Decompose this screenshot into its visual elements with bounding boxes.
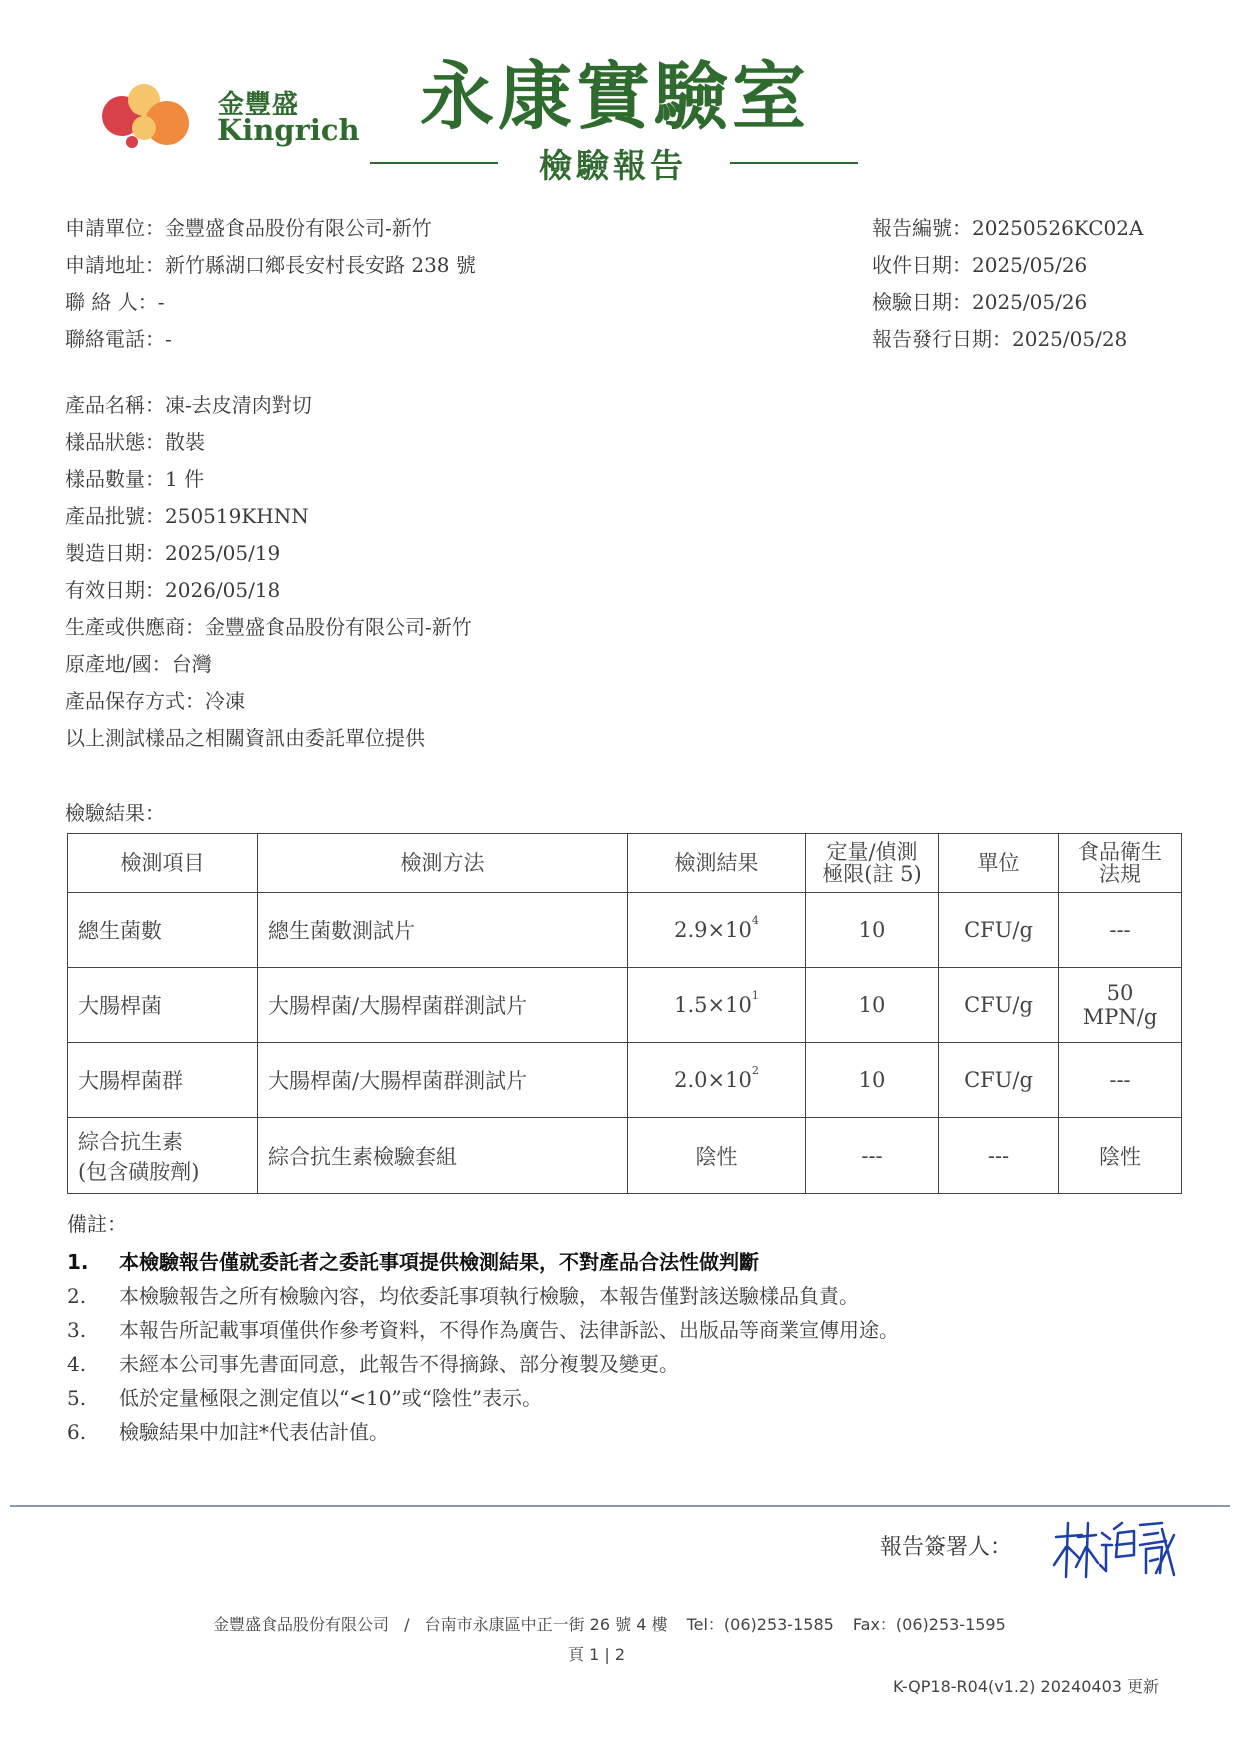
applicant-phone-value: -	[165, 327, 172, 351]
signer-label: 報告簽署人：	[880, 1535, 1013, 1560]
note-text: 本檢驗報告之所有檢驗內容，均依委託事項執行檢驗，本報告僅對該送驗樣品負責。	[119, 1284, 859, 1308]
row-result: 陰性	[628, 1118, 806, 1194]
row-item: 總生菌數	[68, 893, 258, 968]
results-table	[67, 833, 1182, 1194]
kingrich-logo-icon	[92, 78, 202, 158]
test-date-value: 2025/05/26	[972, 290, 1088, 314]
row-result-exponent: 4	[751, 914, 759, 927]
issue-date	[872, 323, 1127, 352]
note-number: 2.	[67, 1284, 87, 1308]
note-number: 4.	[67, 1352, 87, 1376]
origin-value: 台灣	[171, 652, 212, 676]
note-number: 3.	[67, 1318, 87, 1342]
note-text: 檢驗結果中加註*代表估計值。	[119, 1420, 389, 1444]
document-code: K-QP18-R04(v1.2) 20240403 更新	[893, 1677, 1160, 1696]
row-regulation: 陰性	[1059, 1118, 1182, 1194]
applicant-contact	[65, 286, 164, 315]
report-title: 檢驗報告	[539, 146, 687, 185]
header-result: 檢測結果	[628, 834, 806, 893]
table-row	[68, 1043, 1182, 1118]
header-unit: 單位	[939, 834, 1059, 893]
notes-title: 備註：	[67, 1212, 127, 1236]
header-regulation-line1: 食品衛生	[1078, 839, 1162, 864]
header-regulation	[1059, 834, 1182, 893]
note-item	[67, 1246, 759, 1275]
footer-address: 台南市永康區中正一街 26 號 4 樓	[424, 1615, 668, 1634]
applicant-address-label: 申請地址：	[65, 253, 165, 277]
manufacture-date-value: 2025/05/19	[165, 541, 281, 565]
expiry-date-label: 有效日期：	[65, 578, 165, 602]
note-item	[67, 1314, 899, 1343]
row-result	[628, 968, 806, 1043]
header-limit	[806, 834, 939, 893]
applicant-contact-label: 聯 絡 人：	[65, 290, 158, 314]
applicant-unit-label: 申請單位：	[65, 216, 165, 240]
note-item	[67, 1280, 859, 1309]
row-limit: ---	[806, 1118, 939, 1194]
applicant-unit	[65, 212, 432, 241]
note-item	[67, 1382, 542, 1411]
sample-quantity	[65, 463, 204, 492]
row-regulation: ---	[1059, 893, 1182, 968]
batch-number-label: 產品批號：	[65, 504, 165, 528]
received-date-label: 收件日期：	[872, 253, 972, 277]
sample-quantity-value: 1 件	[165, 467, 205, 491]
row-method: 大腸桿菌/大腸桿菌群測試片	[258, 968, 628, 1043]
brand-chinese-name: 金豐盛	[218, 90, 300, 120]
note-text: 本報告所記載事項僅供作參考資料，不得作為廣告、法律訴訟、出版品等商業宣傳用途。	[119, 1318, 899, 1342]
header-item: 檢測項目	[68, 834, 258, 893]
storage-method-label: 產品保存方式：	[65, 689, 205, 713]
row-unit: CFU/g	[939, 893, 1059, 968]
footer-contact	[213, 1612, 1006, 1635]
footer-divider	[10, 1505, 1230, 1507]
row-unit: CFU/g	[939, 968, 1059, 1043]
issue-date-value: 2025/05/28	[1012, 327, 1128, 351]
row-regulation: ---	[1059, 1043, 1182, 1118]
supplier-value: 金豐盛食品股份有限公司-新竹	[205, 615, 472, 639]
row-result-base: 2.9×10	[674, 918, 752, 942]
row-method: 綜合抗生素檢驗套組	[258, 1118, 628, 1194]
table-header-row	[68, 834, 1182, 893]
applicant-phone-label: 聯絡電話：	[65, 327, 165, 351]
product-name-value: 凍-去皮清肉對切	[165, 393, 312, 417]
note-text: 低於定量極限之測定值以“<10”或“陰性”表示。	[119, 1386, 543, 1410]
note-text: 本檢驗報告僅就委託者之委託事項提供檢測結果，不對產品合法性做判斷	[119, 1250, 759, 1274]
row-item: 大腸桿菌群	[68, 1043, 258, 1118]
manufacture-date	[65, 537, 280, 566]
applicant-address	[65, 249, 476, 278]
row-unit: CFU/g	[939, 1043, 1059, 1118]
row-item: 大腸桿菌	[68, 968, 258, 1043]
sample-state	[65, 426, 205, 455]
report-number-label: 報告編號：	[872, 216, 972, 240]
sample-quantity-label: 樣品數量：	[65, 467, 165, 491]
issue-date-label: 報告發行日期：	[872, 327, 1012, 351]
row-method: 總生菌數測試片	[258, 893, 628, 968]
test-date-label: 檢驗日期：	[872, 290, 972, 314]
batch-number	[65, 500, 309, 529]
storage-method	[65, 685, 245, 714]
note-item	[67, 1416, 389, 1445]
note-number: 6.	[67, 1420, 87, 1444]
table-row	[68, 1118, 1182, 1194]
results-title: 檢驗結果：	[65, 801, 165, 825]
sample-state-label: 樣品狀態：	[65, 430, 165, 454]
report-number	[872, 212, 1143, 241]
test-date	[872, 286, 1087, 315]
row-result-exponent: 1	[751, 989, 759, 1002]
sample-state-value: 散裝	[165, 430, 205, 454]
received-date-value: 2025/05/26	[972, 253, 1088, 277]
row-item-line2: (包含磺胺劑)	[78, 1159, 200, 1184]
row-unit: ---	[939, 1118, 1059, 1194]
row-regulation: 50 MPN/g	[1059, 968, 1182, 1043]
supplier	[65, 611, 472, 640]
expiry-date-value: 2026/05/18	[165, 578, 281, 602]
applicant-unit-value: 金豐盛食品股份有限公司-新竹	[165, 216, 432, 240]
received-date	[872, 249, 1087, 278]
note-number: 5.	[67, 1386, 87, 1410]
product-name-label: 產品名稱：	[65, 393, 165, 417]
manufacture-date-label: 製造日期：	[65, 541, 165, 565]
note-number: 1.	[67, 1250, 89, 1274]
applicant-contact-value: -	[157, 290, 165, 314]
report-number-value: 20250526KC02A	[972, 216, 1144, 240]
header-limit-line2: 極限(註 5)	[822, 862, 922, 886]
header-regulation-line2: 法規	[1099, 862, 1141, 886]
lab-title: 永康實驗室	[420, 54, 810, 140]
supplier-label: 生產或供應商：	[65, 615, 205, 639]
row-method: 大腸桿菌/大腸桿菌群測試片	[258, 1043, 628, 1118]
row-result	[628, 893, 806, 968]
expiry-date	[65, 574, 280, 603]
applicant-phone	[65, 323, 172, 352]
brand-english-name: Kingrich	[217, 113, 360, 147]
row-limit: 10	[806, 1043, 939, 1118]
storage-method-value: 冷凍	[205, 689, 245, 713]
row-result-base: 2.0×10	[674, 1068, 752, 1092]
footer-separator: /	[404, 1615, 410, 1634]
product-info-note: 以上測試樣品之相關資訊由委託單位提供	[65, 726, 425, 750]
row-result-exponent: 2	[751, 1064, 759, 1077]
applicant-address-value: 新竹縣湖口鄉長安村長安路 238 號	[165, 253, 476, 277]
page-number: 頁 1 | 2	[568, 1645, 626, 1664]
handwritten-signature	[1050, 1515, 1180, 1585]
footer-company: 金豐盛食品股份有限公司	[213, 1615, 390, 1634]
note-item	[67, 1348, 679, 1377]
row-result-base: 1.5×10	[674, 993, 752, 1017]
footer-fax: Fax：(06)253-1595	[852, 1615, 1006, 1634]
batch-number-value: 250519KHNN	[165, 504, 309, 528]
table-row	[68, 893, 1182, 968]
row-limit: 10	[806, 893, 939, 968]
origin-label: 原產地/國：	[65, 652, 172, 676]
row-limit: 10	[806, 968, 939, 1043]
row-result	[628, 1043, 806, 1118]
note-text: 未經本公司事先書面同意，此報告不得摘錄、部分複製及變更。	[119, 1352, 679, 1376]
table-row	[68, 968, 1182, 1043]
title-rule-right	[730, 162, 858, 164]
title-rule-left	[370, 162, 498, 164]
row-item	[68, 1118, 258, 1194]
header-method: 檢測方法	[258, 834, 628, 893]
header-limit-line1: 定量/偵測	[826, 839, 918, 864]
footer-tel: Tel：(06)253-1585	[686, 1615, 834, 1634]
row-item-line1: 綜合抗生素	[78, 1129, 183, 1154]
origin	[65, 648, 212, 677]
product-name	[65, 389, 312, 418]
